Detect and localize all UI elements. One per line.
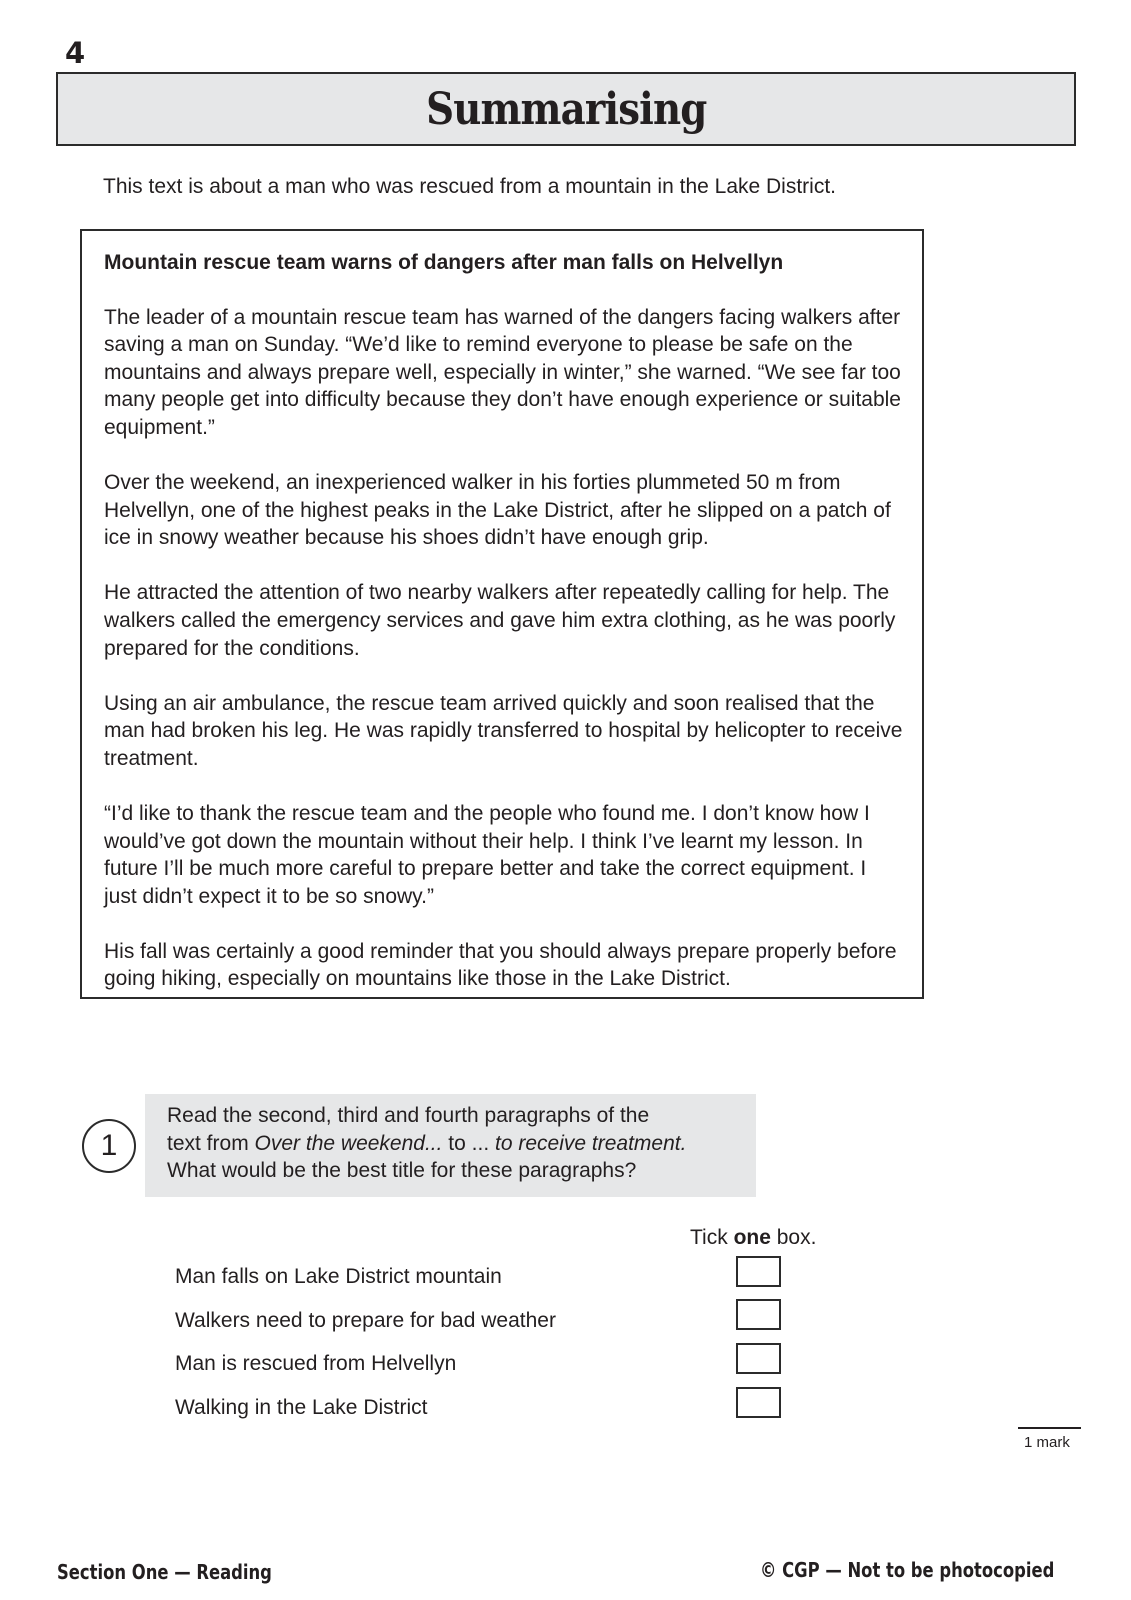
option-checkbox-3[interactable] bbox=[736, 1343, 781, 1374]
passage-paragraph: The leader of a mountain rescue team has warned of the dangers facing walkers after saving a man on Sunday. “We’d like to remind everyone to please be safe on the mountains and always prepare well, especially in winter,” she warned. “We see far too many people get into difficulty because they don’t have enough experience or suitable equipment.” bbox=[104, 305, 901, 439]
option-label: Man falls on Lake District mountain bbox=[175, 1265, 502, 1288]
question-line-2-middle: to ... bbox=[442, 1131, 495, 1155]
passage-paragraph: “I’d like to thank the rescue team and the people who found me. I don’t know how I would’ve got down the mountain without their help. I think I’ve learnt my lesson. In future I’ll be much more careful to prepare better and take the correct equipment. I just didn’t expect it to be so snowy.” bbox=[104, 801, 870, 908]
title-banner bbox=[56, 72, 1076, 146]
question-quote-end: to receive treatment. bbox=[495, 1131, 687, 1155]
intro-text: This text is about a man who was rescued from a mountain in the Lake District. bbox=[103, 175, 837, 198]
question-prompt-box bbox=[145, 1094, 756, 1197]
page-title: Summarising bbox=[425, 83, 707, 135]
passage-box bbox=[80, 229, 924, 999]
page-number: 4 bbox=[65, 36, 86, 70]
mark-answer-line bbox=[1018, 1427, 1081, 1429]
option-label: Man is rescued from Helvellyn bbox=[175, 1352, 457, 1375]
question-number: 1 bbox=[100, 1129, 118, 1162]
footer-copyright: © CGP — Not to be photocopied bbox=[760, 1558, 1055, 1582]
question-line-1: Read the second, third and fourth paragraphs of the bbox=[167, 1104, 650, 1127]
question-number-badge bbox=[82, 1119, 136, 1173]
footer-section-label: Section One — Reading bbox=[57, 1560, 272, 1584]
question-quote-start: Over the weekend... bbox=[254, 1131, 443, 1155]
option-checkbox-1[interactable] bbox=[736, 1256, 781, 1287]
tick-instruction bbox=[690, 1226, 816, 1250]
tick-instruction-prefix: Tick bbox=[690, 1226, 734, 1249]
passage-paragraph: Using an air ambulance, the rescue team arrived quickly and soon realised that the man had broken his leg. He was rapidly transferred to hospital by helicopter to receive treatment. bbox=[104, 691, 903, 770]
passage-paragraph: Over the weekend, an inexperienced walker in his forties plummeted 50 m from Helvellyn, one of the highest peaks in the Lake District, after he slipped on a patch of ice in snowy weather because his shoes didn’t have enough grip. bbox=[104, 471, 891, 550]
question-line-3: What would be the best title for these paragraphs? bbox=[167, 1159, 637, 1183]
option-checkbox-4[interactable] bbox=[736, 1387, 781, 1418]
question-line-2 bbox=[167, 1130, 752, 1158]
tick-instruction-suffix: box. bbox=[770, 1226, 817, 1249]
tick-instruction-emphasis: one bbox=[733, 1226, 771, 1249]
option-label: Walkers need to prepare for bad weather bbox=[175, 1309, 556, 1332]
option-checkbox-2[interactable] bbox=[736, 1299, 781, 1330]
question-prompt bbox=[167, 1102, 752, 1185]
option-label: Walking in the Lake District bbox=[175, 1396, 428, 1419]
passage-content bbox=[104, 249, 904, 1020]
passage-headline: Mountain rescue team warns of dangers after man falls on Helvellyn bbox=[104, 251, 784, 274]
passage-paragraph: His fall was certainly a good reminder that you should always prepare properly before going hiking, especially on mountains like those in the Lake District. bbox=[104, 939, 897, 991]
mark-value: 1 mark bbox=[1024, 1434, 1070, 1451]
passage-paragraph: He attracted the attention of two nearby walkers after repeatedly calling for help. The walkers called the emergency services and gave him extra clothing, as he was poorly prepared for the conditions. bbox=[104, 581, 896, 660]
question-line-2-prefix: text from bbox=[167, 1131, 255, 1155]
